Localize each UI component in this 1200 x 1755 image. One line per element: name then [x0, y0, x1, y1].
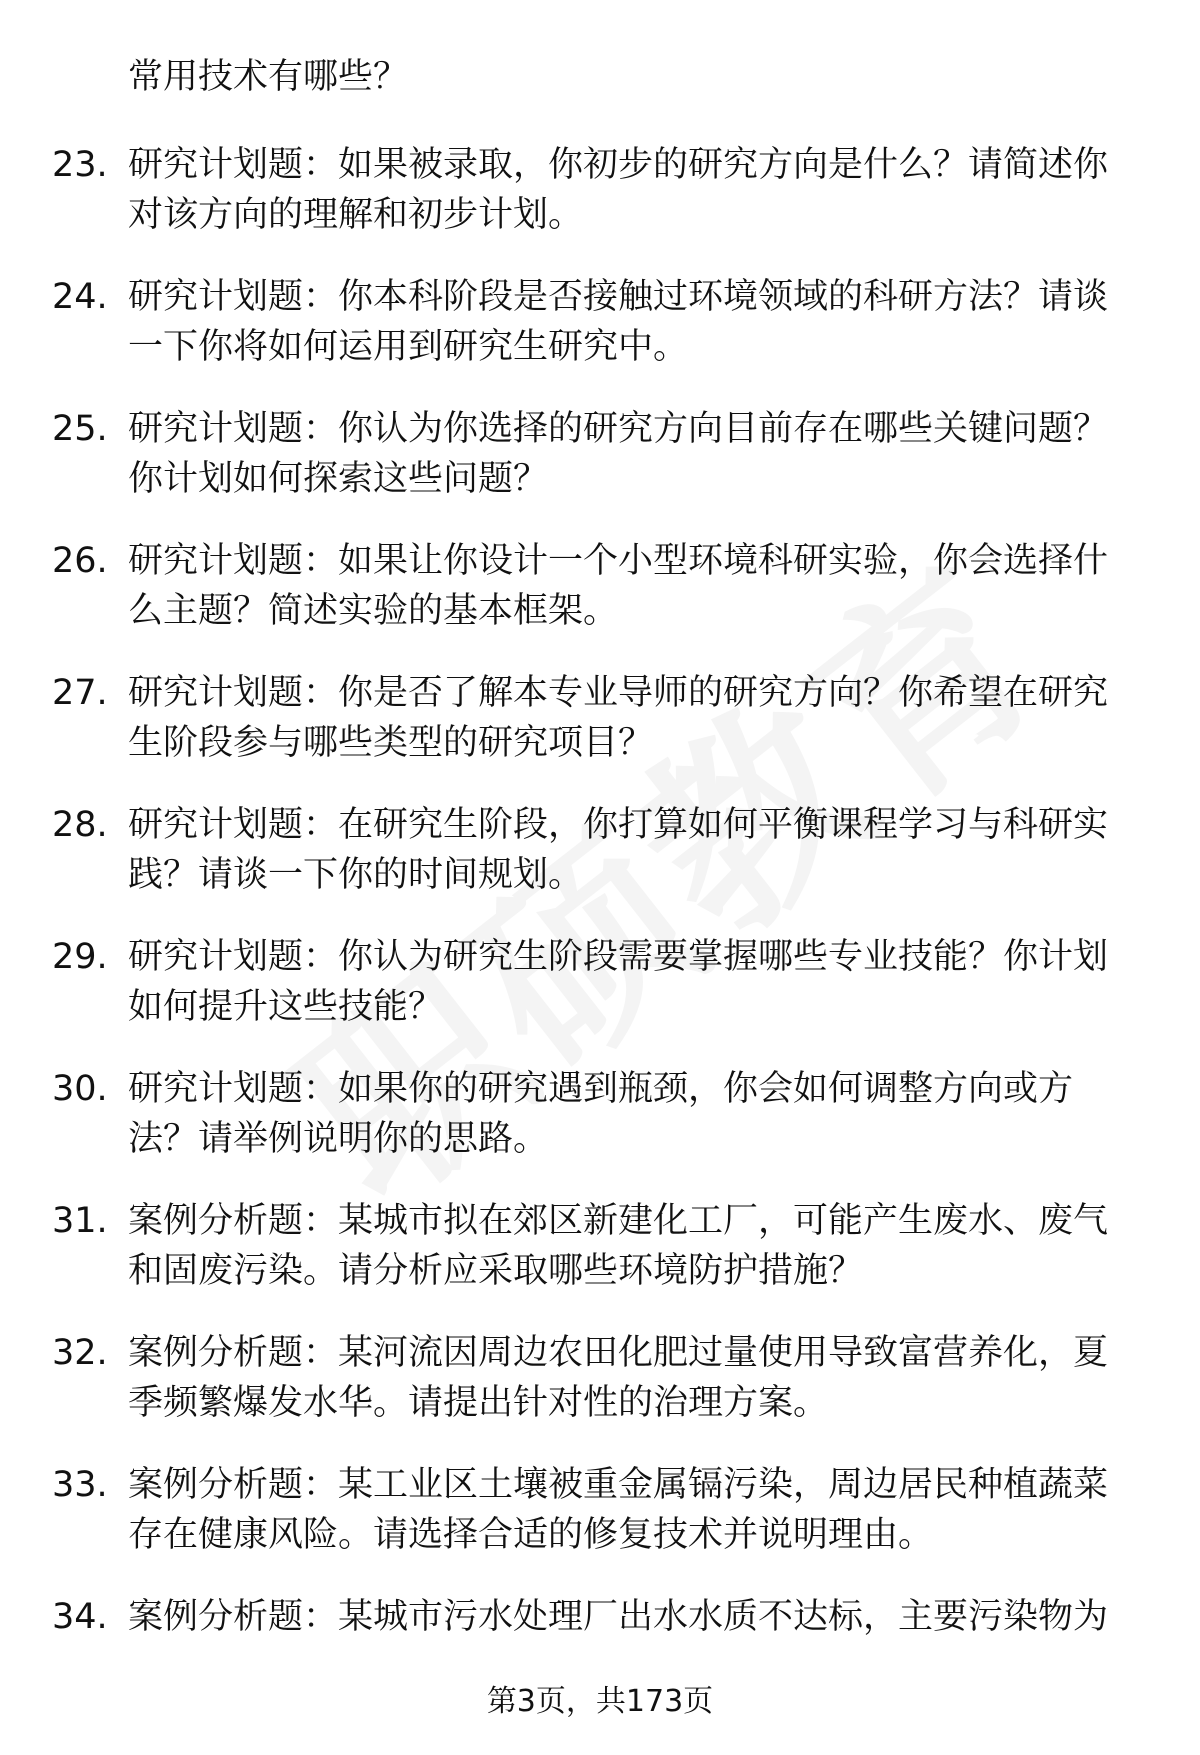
question-text-line: 案例分析题：某城市污水处理厂出水水质不达标，主要污染物为	[128, 1597, 1109, 1637]
question-text-line: 季频繁爆发水华。请提出针对性的治理方案。	[128, 1383, 829, 1423]
question-text-line: 研究计划题：如果你的研究遇到瓶颈，你会如何调整方向或方	[128, 1069, 1074, 1109]
question-number: 24.	[52, 277, 108, 317]
question-item	[0, 1328, 1200, 1460]
question-item	[0, 932, 1200, 1064]
question-text-line: 研究计划题：你是否了解本专业导师的研究方向？你希望在研究	[128, 673, 1109, 713]
question-text-line: 践？请谈一下你的时间规划。	[128, 855, 584, 895]
question-text-line: 案例分析题：某城市拟在郊区新建化工厂，可能产生废水、废气	[128, 1201, 1109, 1241]
question-number: 31.	[52, 1201, 108, 1241]
question-number: 25.	[52, 409, 108, 449]
question-item	[0, 404, 1200, 536]
question-number: 30.	[52, 1069, 108, 1109]
question-text-line: 研究计划题：如果让你设计一个小型环境科研实验，你会选择什	[128, 541, 1109, 581]
question-item	[0, 140, 1200, 272]
question-text	[128, 1592, 1138, 1642]
question-number: 26.	[52, 541, 108, 581]
question-item	[0, 1196, 1200, 1328]
question-item	[0, 668, 1200, 800]
question-item	[0, 272, 1200, 404]
question-text	[128, 1460, 1138, 1560]
question-text	[128, 932, 1138, 1032]
question-text-line: 么主题？简述实验的基本框架。	[128, 591, 619, 631]
question-text-line: 生阶段参与哪些类型的研究项目？	[128, 723, 654, 763]
question-text-line: 研究计划题：你本科阶段是否接触过环境领域的科研方法？请谈	[128, 277, 1109, 317]
question-number: 29.	[52, 937, 108, 977]
question-text	[128, 800, 1138, 900]
question-text-line: 案例分析题：某工业区土壤被重金属镉污染，周边居民种植蔬菜	[128, 1465, 1109, 1505]
page-footer: 第3页，共173页	[486, 1684, 714, 1719]
question-text	[128, 668, 1138, 768]
question-text-line: 研究计划题：你认为研究生阶段需要掌握哪些专业技能？你计划	[128, 937, 1109, 977]
question-text-line: 案例分析题：某河流因周边农田化肥过量使用导致富营养化，夏	[128, 1333, 1109, 1373]
question-number: 28.	[52, 805, 108, 845]
question-item	[0, 536, 1200, 668]
question-text	[128, 1064, 1138, 1164]
question-text	[128, 272, 1138, 372]
question-text	[128, 536, 1138, 636]
question-text-line: 研究计划题：你认为你选择的研究方向目前存在哪些关键问题？	[128, 409, 1109, 449]
question-text	[128, 1328, 1138, 1428]
question-text-line: 存在健康风险。请选择合适的修复技术并说明理由。	[128, 1515, 934, 1555]
question-list	[0, 140, 1200, 1724]
question-text	[128, 404, 1138, 504]
question-text-line: 你计划如何探索这些问题？	[128, 459, 549, 499]
question-text	[128, 140, 1138, 240]
question-text-line: 研究计划题：如果被录取，你初步的研究方向是什么？请简述你	[128, 145, 1109, 185]
question-text-line: 法？请举例说明你的思路。	[128, 1119, 549, 1159]
question-text-line: 和固废污染。请分析应采取哪些环境防护措施？	[128, 1251, 864, 1291]
question-item	[0, 1460, 1200, 1592]
question-text	[128, 1196, 1138, 1296]
continuation-text: 常用技术有哪些？	[128, 57, 409, 97]
question-number: 23.	[52, 145, 108, 185]
question-number: 27.	[52, 673, 108, 713]
question-item	[0, 800, 1200, 932]
question-number: 32.	[52, 1333, 108, 1373]
question-text-line: 如何提升这些技能？	[128, 987, 444, 1027]
question-text-line: 一下你将如何运用到研究生研究中。	[128, 327, 689, 367]
question-text-line: 研究计划题：在研究生阶段，你打算如何平衡课程学习与科研实	[128, 805, 1109, 845]
question-text-line: 对该方向的理解和初步计划。	[128, 195, 584, 235]
question-number: 33.	[52, 1465, 108, 1505]
question-number: 34.	[52, 1597, 108, 1637]
question-item	[0, 1064, 1200, 1196]
